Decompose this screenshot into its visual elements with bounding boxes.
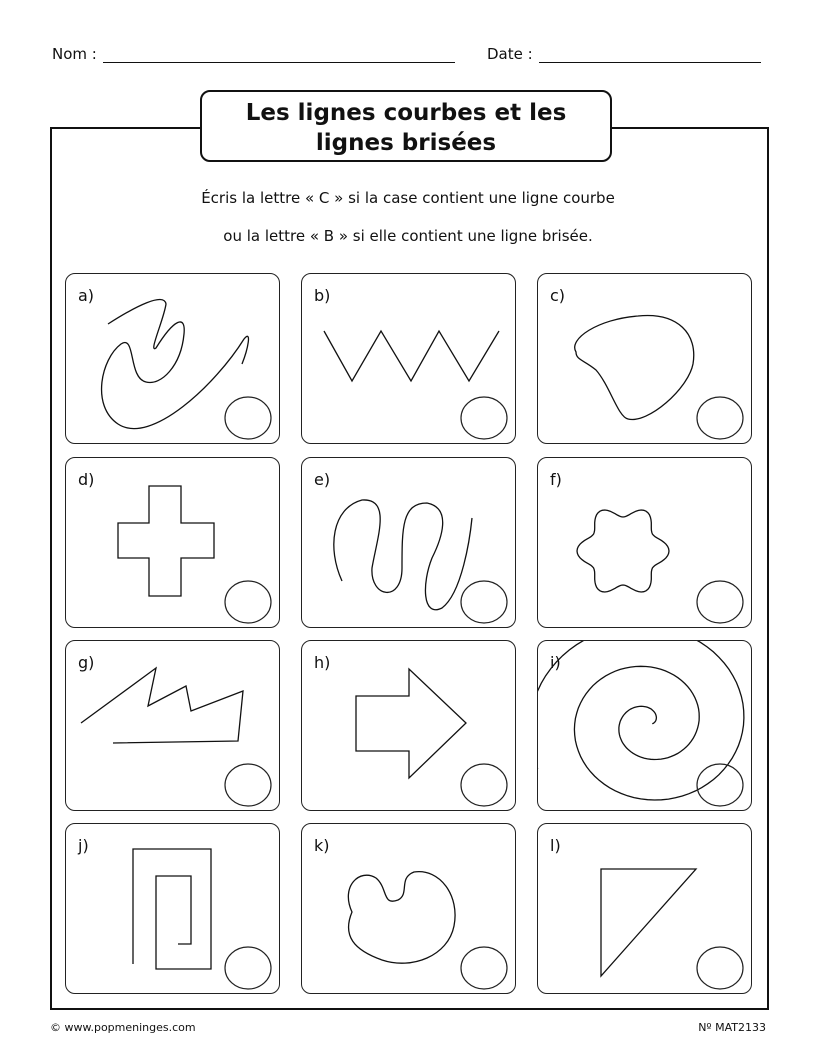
- rectangular-spiral-shape: [133, 849, 211, 969]
- instruction-line-2: ou la lettre « B » si elle contient une ligne brisée.: [223, 227, 593, 245]
- exercise-card-g: [65, 640, 280, 811]
- exercise-card-h: [301, 640, 516, 811]
- answer-circle[interactable]: [225, 947, 271, 989]
- answer-circle[interactable]: [225, 764, 271, 806]
- wavy-line-drawing: [302, 458, 515, 627]
- card-label: g): [78, 653, 95, 672]
- answer-circle[interactable]: [461, 764, 507, 806]
- blob-shape: [348, 872, 455, 964]
- flower-curve-shape: [577, 510, 669, 592]
- closed-curve-shape: [575, 316, 694, 420]
- title-line-2: lignes brisées: [315, 130, 497, 156]
- card-label: j): [78, 836, 89, 855]
- card-label: e): [314, 470, 331, 489]
- card-label: f): [550, 470, 562, 489]
- wavy-line-shape: [334, 500, 472, 610]
- arrow-drawing: [302, 641, 515, 810]
- exercise-card-e: [301, 457, 516, 628]
- flower-curve-drawing: [538, 458, 751, 627]
- broken-polygon-drawing: [66, 641, 279, 810]
- answer-circle[interactable]: [225, 397, 271, 439]
- card-label: c): [550, 286, 566, 305]
- exercise-card-d: [65, 457, 280, 628]
- zigzag-line-shape: [324, 331, 499, 381]
- cross-shape: [118, 486, 214, 596]
- footer-website: © www.popmeninges.com: [50, 1021, 196, 1034]
- name-input-line[interactable]: [103, 46, 455, 63]
- card-label: d): [78, 470, 95, 489]
- cross-drawing: [66, 458, 279, 627]
- answer-circle[interactable]: [225, 581, 271, 623]
- footer-reference: Nº MAT2133: [698, 1021, 766, 1034]
- zigzag-line-drawing: [302, 274, 515, 443]
- triangle-drawing: [538, 824, 751, 993]
- date-label: Date :: [487, 45, 533, 63]
- answer-circle[interactable]: [461, 581, 507, 623]
- name-label: Nom :: [52, 45, 97, 63]
- spiral-drawing: [538, 641, 751, 810]
- card-label: h): [314, 653, 331, 672]
- exercise-card-c: [537, 273, 752, 444]
- exercise-card-b: [301, 273, 516, 444]
- arrow-shape: [356, 669, 466, 778]
- date-input-line[interactable]: [539, 46, 761, 63]
- instruction-line-1: Écris la lettre « C » si la case contient une ligne courbe: [201, 189, 615, 207]
- exercise-card-a: [65, 273, 280, 444]
- card-label: a): [78, 286, 95, 305]
- title-line-1: Les lignes courbes et les: [245, 100, 567, 126]
- exercise-card-j: [65, 823, 280, 994]
- card-label: l): [550, 836, 561, 855]
- exercise-card-i: [537, 640, 752, 811]
- page-title: [200, 90, 612, 162]
- exercise-card-l: [537, 823, 752, 994]
- card-label: k): [314, 836, 330, 855]
- curved-line-drawing: [66, 274, 279, 443]
- closed-curve-drawing: [538, 274, 751, 443]
- card-label: b): [314, 286, 331, 305]
- answer-circle[interactable]: [461, 397, 507, 439]
- answer-circle[interactable]: [461, 947, 507, 989]
- exercise-card-f: [537, 457, 752, 628]
- blob-drawing: [302, 824, 515, 993]
- answer-circle[interactable]: [697, 397, 743, 439]
- answer-circle[interactable]: [697, 581, 743, 623]
- card-label: i): [550, 653, 561, 672]
- triangle-shape: [601, 869, 696, 976]
- exercise-card-k: [301, 823, 516, 994]
- broken-polygon-shape: [81, 668, 243, 743]
- answer-circle[interactable]: [697, 947, 743, 989]
- spiral-shape: [538, 641, 744, 800]
- rectangular-spiral-drawing: [66, 824, 279, 993]
- answer-circle[interactable]: [697, 764, 743, 806]
- date-field[interactable]: [487, 45, 761, 63]
- name-field[interactable]: [52, 45, 455, 63]
